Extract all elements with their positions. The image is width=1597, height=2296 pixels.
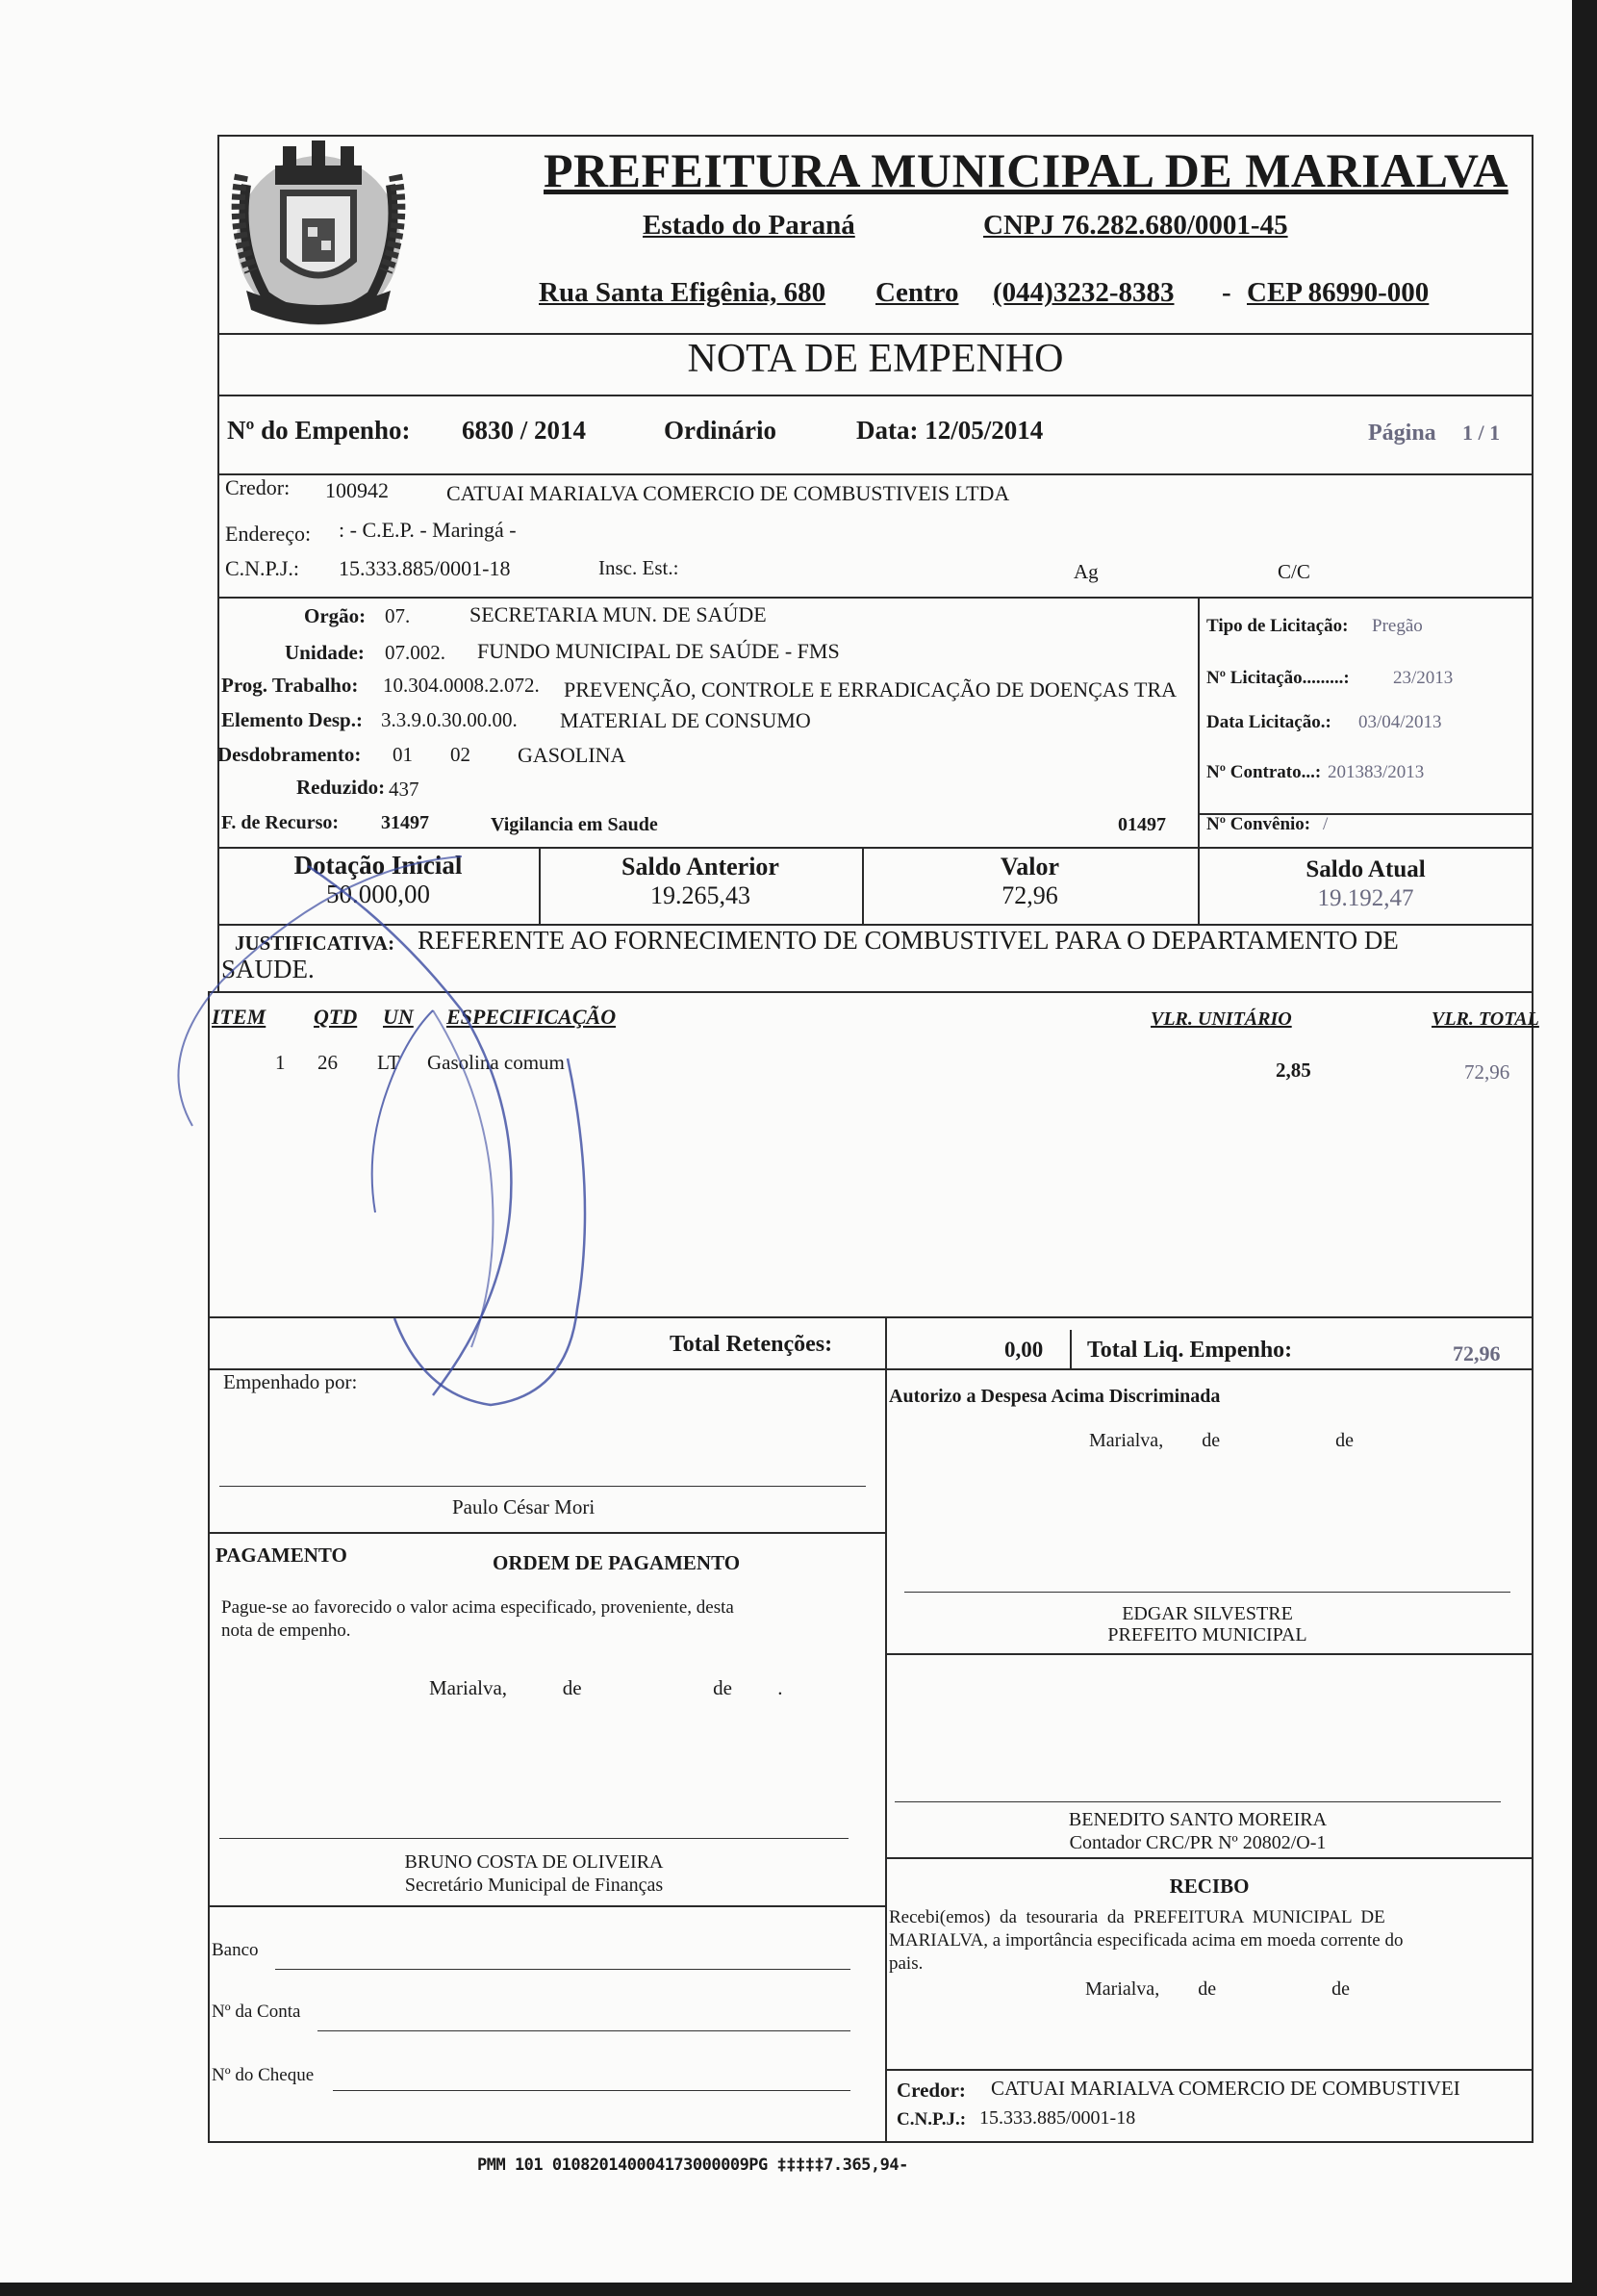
- convenio: /: [1323, 814, 1329, 834]
- saldo-atual-value: 19.192,47: [1317, 885, 1414, 911]
- credor-label: Credor:: [225, 475, 291, 499]
- state-name: Estado do Paraná: [643, 210, 855, 241]
- recibo-label: RECIBO: [1169, 1875, 1250, 1898]
- elemento-label: Elemento Desp.:: [221, 708, 363, 731]
- unidade-code: 07.002.: [385, 641, 445, 664]
- prog-trabalho-label: Prog. Trabalho:: [221, 674, 359, 697]
- total-retencoes-value: 0,00: [1004, 1338, 1044, 1362]
- conta-label: Nº da Conta: [212, 2002, 301, 2022]
- municipality-cnpj: CNPJ 76.282.680/0001-45: [983, 210, 1288, 241]
- col-un: UN: [383, 1005, 414, 1029]
- col-unit-price: VLR. UNITÁRIO: [1151, 1008, 1292, 1030]
- account-label: C/C: [1278, 560, 1310, 583]
- data-licitacao: 03/04/2013: [1358, 712, 1442, 732]
- signatures-box: [208, 1368, 1534, 2143]
- justificativa-label: JUSTIFICATIVA:: [235, 931, 395, 955]
- page-label: Página: [1368, 421, 1436, 446]
- data-licitacao-label: Data Licitação.:: [1206, 712, 1331, 732]
- ordem-pagamento-label: ORDEM DE PAGAMENTO: [493, 1551, 741, 1574]
- col-total: VLR. TOTAL: [1432, 1008, 1539, 1030]
- dotacao-label: Dotação Inicial: [293, 851, 463, 880]
- valor-value: 72,96: [1001, 881, 1058, 909]
- empenho-number: 6830 / 2014: [462, 416, 587, 445]
- accountant-title: Contador CRC/PR Nº 20802/O-1: [1069, 1832, 1327, 1853]
- total-retencoes-label: Total Retenções:: [670, 1332, 833, 1357]
- credor-cnpj-label: C.N.P.J.:: [225, 556, 300, 580]
- unidade-name: FUNDO MUNICIPAL DE SAÚDE - FMS: [477, 639, 840, 663]
- elemento-code: 3.3.9.0.30.00.00.: [381, 708, 518, 731]
- credor-cnpj: 15.333.885/0001-18: [339, 556, 511, 580]
- unidade-label: Unidade:: [285, 641, 365, 664]
- item-total: 72,96: [1464, 1060, 1510, 1084]
- contrato: 201383/2013: [1328, 762, 1425, 782]
- saldo-atual-label: Saldo Atual: [1305, 856, 1426, 882]
- pague-text-1: Pague-se ao favorecido o valor acima especificado, proveniente, desta: [221, 1597, 734, 1618]
- justificativa-text-1: REFERENTE AO FORNECIMENTO DE COMBUSTIVEL PARA O DEPARTAMENTO DE: [418, 926, 1399, 955]
- num-licitacao-label: Nº Licitação.........:: [1206, 668, 1350, 688]
- recibo-text-1: Recebi(emos) da tesouraria da PREFEITURA MUNICIPAL DE: [889, 1907, 1385, 1927]
- coat-of-arms-seal: [227, 127, 410, 344]
- fonte-recurso-label: F. de Recurso:: [221, 812, 340, 833]
- insc-est-label: Insc. Est.:: [598, 556, 679, 579]
- fonte-recurso-name: Vigilancia em Saude: [491, 814, 658, 835]
- address-value: : - C.E.P. - Maringá -: [339, 518, 517, 542]
- mayor-title: PREFEITO MUNICIPAL: [1107, 1624, 1307, 1645]
- recibo-credor-name: CATUAI MARIALVA COMERCIO DE COMBUSTIVEI: [991, 2077, 1460, 2100]
- item-un: LT: [377, 1051, 400, 1074]
- dotacao-value: 50.000,00: [326, 880, 430, 908]
- reduzido-label: Reduzido:: [296, 776, 386, 799]
- saldo-anterior-label: Saldo Anterior: [621, 853, 779, 880]
- justificativa-text-2: SAUDE.: [221, 955, 315, 983]
- recibo-credor-label: Credor:: [897, 2079, 966, 2102]
- document-title: NOTA DE EMPENHO: [687, 337, 1064, 381]
- saldo-anterior-value: 19.265,43: [650, 881, 750, 909]
- contrato-label: Nº Contrato...:: [1206, 762, 1322, 782]
- autorizo-city-date: Marialva, de de: [1089, 1430, 1354, 1451]
- item-number: 1: [275, 1051, 286, 1074]
- tipo-licitacao: Pregão: [1372, 616, 1423, 636]
- total-liquido-value: 72,96: [1453, 1341, 1501, 1365]
- total-liquido-label: Total Liq. Empenho:: [1087, 1338, 1293, 1363]
- cep: CEP 86990-000: [1247, 277, 1430, 308]
- fonte-recurso-right: 01497: [1118, 814, 1166, 835]
- agency-label: Ag: [1074, 560, 1099, 583]
- fonte-recurso-code: 31497: [381, 812, 429, 833]
- tipo-licitacao-label: Tipo de Licitação:: [1206, 616, 1349, 636]
- phone: (044)3232-8383: [993, 277, 1175, 308]
- convenio-label: Nº Convênio:: [1206, 814, 1311, 834]
- pague-text-2: nota de empenho.: [221, 1620, 351, 1641]
- recibo-cnpj: 15.333.885/0001-18: [979, 2107, 1136, 2129]
- item-qtd: 26: [317, 1051, 338, 1074]
- pagamento-label: PAGAMENTO: [215, 1543, 347, 1567]
- desdobramento-name: GASOLINA: [518, 743, 626, 767]
- page-value: 1 / 1: [1462, 421, 1501, 445]
- recibo-text-2: MARIALVA, a importância especificada acima em moeda corrente do: [889, 1930, 1404, 1951]
- recibo-cnpj-label: C.N.P.J.:: [897, 2109, 967, 2130]
- col-qtd: QTD: [314, 1005, 358, 1029]
- finance-secretary-title: Secretário Municipal de Finanças: [404, 1875, 664, 1896]
- prog-trabalho-code: 10.304.0008.2.072.: [383, 674, 540, 697]
- reduzido-value: 437: [389, 778, 419, 801]
- desdobramento-b: 02: [450, 743, 470, 766]
- municipality-title: PREFEITURA MUNICIPAL DE MARIALVA: [544, 143, 1508, 197]
- header-dash: -: [1222, 277, 1231, 308]
- orgao-label: Orgão:: [304, 604, 367, 627]
- district: Centro: [875, 277, 959, 308]
- item-spec: Gasolina comum: [427, 1051, 565, 1074]
- address-label: Endereço:: [225, 522, 312, 546]
- recibo-city-date: Marialva, de de: [1085, 1978, 1350, 2000]
- col-item: ITEM: [212, 1005, 266, 1029]
- valor-label: Valor: [1000, 853, 1060, 880]
- street-address: Rua Santa Efigênia, 680: [539, 277, 826, 308]
- credor-code: 100942: [325, 478, 389, 502]
- item-unit-price: 2,85: [1276, 1059, 1311, 1082]
- num-licitacao: 23/2013: [1393, 668, 1454, 688]
- credor-name: CATUAI MARIALVA COMERCIO DE COMBUSTIVEIS LTDA: [446, 481, 1010, 505]
- empenho-number-label: Nº do Empenho:: [227, 416, 411, 445]
- finance-secretary-name: BRUNO COSTA DE OLIVEIRA: [404, 1851, 664, 1873]
- col-spec: ESPECIFICAÇÃO: [446, 1005, 617, 1029]
- orgao-name: SECRETARIA MUN. DE SAÚDE: [469, 602, 767, 626]
- cheque-label: Nº do Cheque: [212, 2065, 315, 2085]
- desdobramento-label: Desdobramento:: [217, 743, 362, 766]
- handwritten-annotation: [144, 808, 645, 1424]
- elemento-name: MATERIAL DE CONSUMO: [560, 708, 811, 732]
- footer-code: PMM 101 010820140004173000009PG ‡‡‡‡‡7.365,94-: [477, 2156, 908, 2175]
- empenhado-por-name: Paulo César Mori: [452, 1495, 596, 1518]
- recibo-text-3: pais.: [889, 1953, 924, 1974]
- banco-label: Banco: [212, 1940, 259, 1960]
- payment-city-date: Marialva, de de .: [429, 1676, 783, 1699]
- autorizo-label: Autorizo a Despesa Acima Discriminada: [889, 1386, 1221, 1407]
- desdobramento-a: 01: [393, 743, 413, 766]
- accountant-name: BENEDITO SANTO MOREIRA: [1068, 1809, 1328, 1830]
- empenhado-por-label: Empenhado por:: [223, 1370, 358, 1393]
- empenho-type: Ordinário: [664, 416, 777, 445]
- orgao-code: 07.: [385, 604, 411, 627]
- mayor-name: EDGAR SILVESTRE: [1122, 1603, 1293, 1624]
- prog-trabalho-name: PREVENÇÃO, CONTROLE E ERRADICAÇÃO DE DOENÇAS TRA: [564, 677, 1178, 702]
- empenho-date: Data: 12/05/2014: [856, 416, 1044, 445]
